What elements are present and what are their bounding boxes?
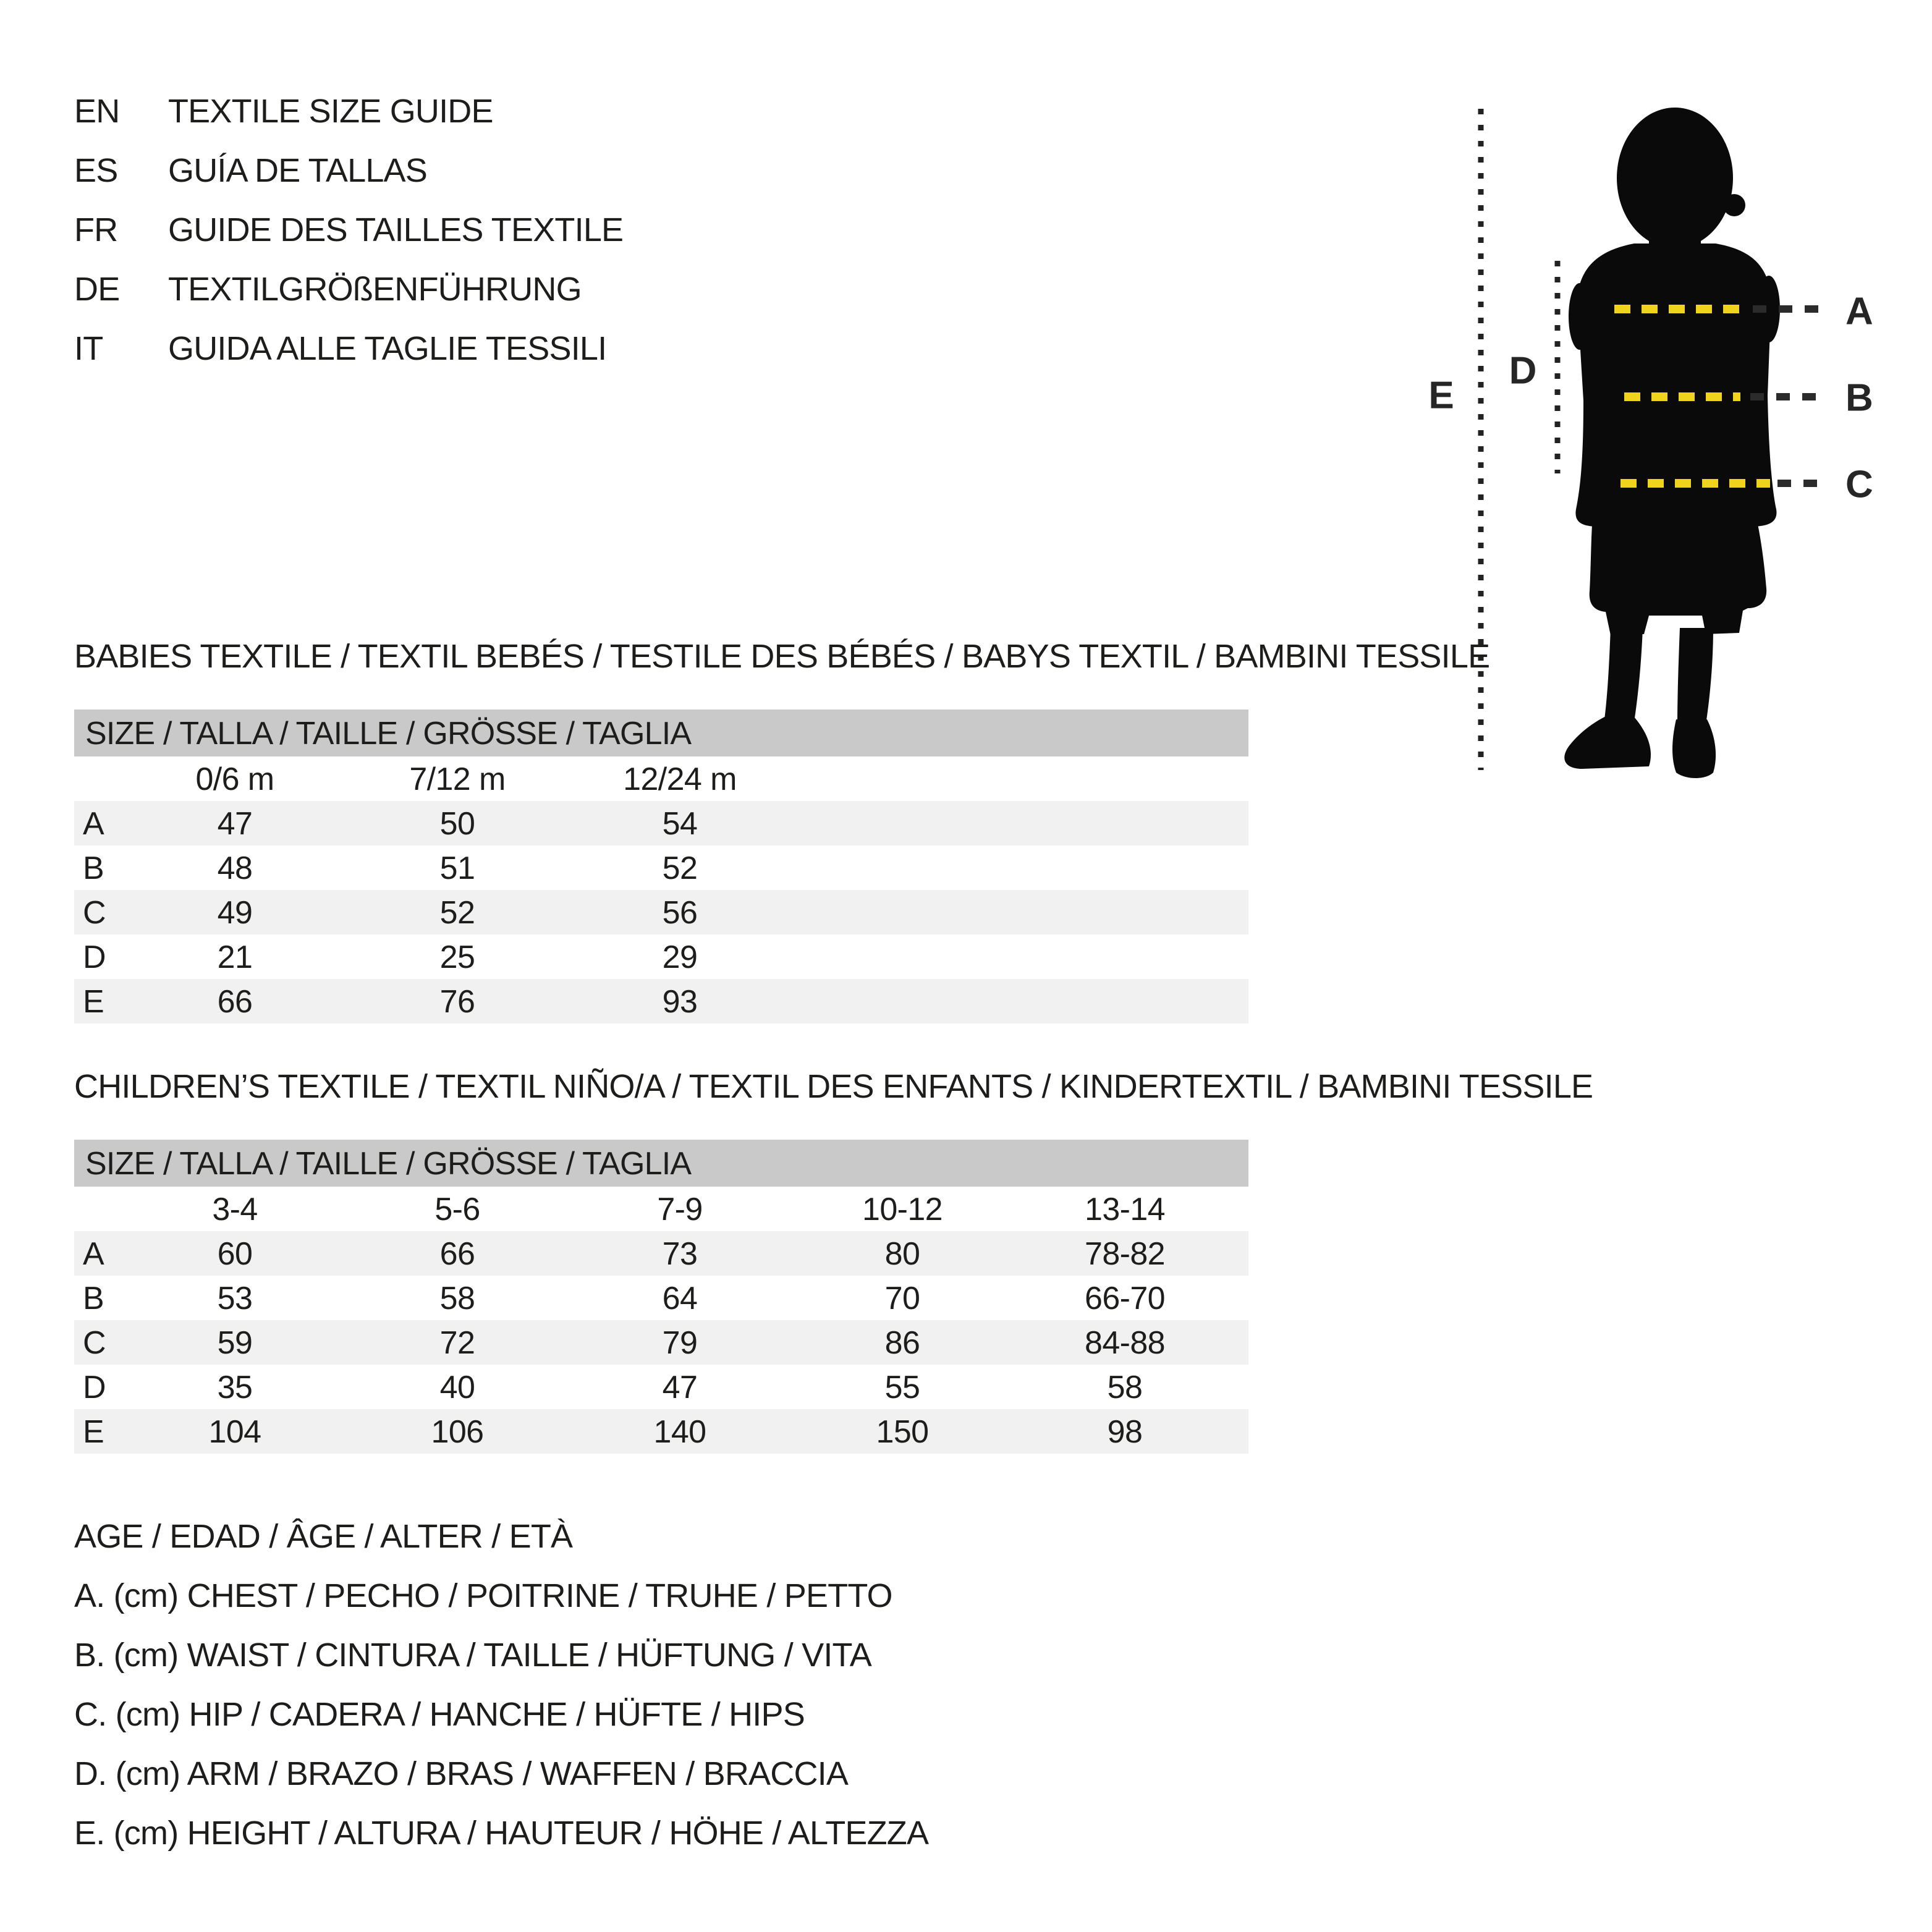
- legend-arm-line: D. (cm) ARM / BRAZO / BRAS / WAFFEN / BRACCIA: [74, 1755, 849, 1792]
- cell: 84-88: [1085, 1324, 1165, 1361]
- column-header: 10-12: [862, 1190, 943, 1227]
- empty-cell: [791, 845, 1248, 890]
- cell: 66: [439, 1235, 475, 1272]
- language-row-fr: [74, 200, 623, 260]
- cell: 52: [662, 849, 698, 886]
- cell: 56: [662, 894, 698, 931]
- measurement-legend: [74, 1507, 928, 1863]
- label-a: A: [1845, 290, 1873, 333]
- cell: 78-82: [1085, 1235, 1165, 1272]
- language-code: EN: [74, 93, 120, 130]
- cell: 29: [662, 938, 698, 975]
- cell: 48: [217, 849, 253, 886]
- column-header: 12/24 m: [623, 760, 737, 797]
- cell: 40: [439, 1368, 475, 1405]
- silhouette-ear: [1723, 194, 1745, 216]
- language-title: GUIDE DES TAILLES TEXTILE: [168, 211, 624, 248]
- row-label: C: [83, 1324, 106, 1361]
- child-measure-figure: [1394, 99, 1913, 791]
- row-label: D: [83, 1368, 106, 1405]
- babies-size-header-bar: SIZE / TALLA / TAILLE / GRÖSSE / TAGLIA: [74, 710, 1248, 756]
- cell: 60: [217, 1235, 253, 1272]
- language-code: ES: [74, 152, 118, 189]
- cell: 86: [884, 1324, 920, 1361]
- row-label: A: [83, 805, 104, 842]
- table-row: [74, 1276, 1248, 1320]
- cell: 140: [653, 1413, 706, 1450]
- children-section-heading: CHILDREN’S TEXTILE / TEXTIL NIÑO/A / TEXTIL DES ENFANTS / KINDERTEXTIL / BAMBINI TESSILE: [74, 1068, 1593, 1105]
- column-header: 7/12 m: [409, 760, 506, 797]
- legend-age-line: AGE / EDAD / ÂGE / ALTER / ETÀ: [74, 1518, 573, 1555]
- column-header: 3-4: [212, 1190, 258, 1227]
- cell: 51: [439, 849, 475, 886]
- label-e: E: [1428, 374, 1454, 417]
- empty-cell: [791, 979, 1248, 1023]
- empty-cell: [1236, 1187, 1248, 1231]
- table-row: [74, 1320, 1248, 1365]
- empty-cell: [1236, 1320, 1248, 1365]
- cell: 54: [662, 805, 698, 842]
- table-row: [74, 890, 1248, 934]
- child-silhouette: [1564, 108, 1780, 778]
- cell: 50: [439, 805, 475, 842]
- table-row: [74, 979, 1248, 1023]
- column-header: 0/6 m: [195, 760, 274, 797]
- language-code: IT: [74, 330, 103, 367]
- row-label: E: [83, 983, 104, 1020]
- cell: 76: [439, 983, 475, 1020]
- babies-section-heading: BABIES TEXTILE / TEXTIL BEBÉS / TESTILE DES BÉBÉS / BABYS TEXTIL / BAMBINI TESSILE: [74, 638, 1490, 675]
- cell: 47: [662, 1368, 698, 1405]
- label-c: C: [1845, 463, 1873, 506]
- language-row-de: [74, 260, 623, 319]
- label-b: B: [1845, 376, 1873, 420]
- silhouette-right-leg: [1677, 628, 1713, 724]
- language-code: DE: [74, 271, 120, 308]
- cell: 98: [1107, 1413, 1143, 1450]
- empty-cell: [1236, 1409, 1248, 1454]
- babies-size-table: [74, 710, 1248, 1023]
- legend-chest-line: A. (cm) CHEST / PECHO / POITRINE / TRUHE / PETTO: [74, 1577, 892, 1614]
- table-row: [74, 1365, 1248, 1409]
- column-header: 7-9: [657, 1190, 703, 1227]
- table-row: [74, 1409, 1248, 1454]
- silhouette-left-leg: [1604, 628, 1643, 722]
- silhouette-left-sleeve: [1569, 283, 1591, 350]
- cell: 49: [217, 894, 253, 931]
- cell: 150: [876, 1413, 929, 1450]
- empty-cell: [791, 801, 1248, 845]
- cell: 25: [439, 938, 475, 975]
- cell: 70: [884, 1279, 920, 1316]
- column-header: 13-14: [1085, 1190, 1165, 1227]
- legend-hip-line: C. (cm) HIP / CADERA / HANCHE / HÜFTE / HIPS: [74, 1696, 805, 1733]
- legend-waist-line: B. (cm) WAIST / CINTURA / TAILLE / HÜFTUNG / VITA: [74, 1637, 871, 1674]
- table-row: [74, 845, 1248, 890]
- row-label: B: [83, 1279, 104, 1316]
- row-label: C: [83, 894, 106, 931]
- cell: 79: [662, 1324, 698, 1361]
- empty-cell: [74, 1187, 124, 1231]
- table-row: [74, 801, 1248, 845]
- children-size-header-bar: SIZE / TALLA / TAILLE / GRÖSSE / TAGLIA: [74, 1140, 1248, 1187]
- language-title: TEXTILGRÖßENFÜHRUNG: [168, 271, 582, 308]
- cell: 80: [884, 1235, 920, 1272]
- table-row: [74, 1231, 1248, 1276]
- language-row-en: [74, 82, 623, 141]
- empty-cell: [1236, 1365, 1248, 1409]
- row-label: A: [83, 1235, 104, 1272]
- language-title: GUIDA ALLE TAGLIE TESSILI: [168, 330, 607, 367]
- cell: 106: [431, 1413, 484, 1450]
- cell: 52: [439, 894, 475, 931]
- empty-cell: [1236, 1276, 1248, 1320]
- cell: 66-70: [1085, 1279, 1165, 1316]
- cell: 93: [662, 983, 698, 1020]
- cell: 35: [217, 1368, 253, 1405]
- language-row-it: [74, 319, 623, 378]
- language-list: [74, 82, 623, 378]
- language-row-es: [74, 141, 623, 200]
- column-header: 5-6: [434, 1190, 480, 1227]
- measurement-diagram: [1394, 99, 1913, 791]
- cell: 58: [1107, 1368, 1143, 1405]
- empty-cell: [1236, 1231, 1248, 1276]
- language-title: TEXTILE SIZE GUIDE: [168, 93, 493, 130]
- cell: 64: [662, 1279, 698, 1316]
- language-title: GUÍA DE TALLAS: [168, 152, 427, 189]
- row-label: D: [83, 938, 106, 975]
- children-column-header-row: [74, 1187, 1248, 1231]
- empty-cell: [74, 756, 124, 801]
- silhouette-shorts: [1590, 524, 1766, 635]
- cell: 73: [662, 1235, 698, 1272]
- empty-cell: [791, 934, 1248, 979]
- row-label: B: [83, 849, 104, 886]
- cell: 58: [439, 1279, 475, 1316]
- children-size-table: [74, 1140, 1248, 1454]
- row-label: E: [83, 1413, 104, 1450]
- empty-cell: [791, 890, 1248, 934]
- cell: 21: [217, 938, 253, 975]
- silhouette-right-shoe: [1672, 719, 1716, 778]
- cell: 55: [884, 1368, 920, 1405]
- babies-column-header-row: [74, 756, 1248, 801]
- label-d: D: [1509, 349, 1537, 392]
- language-code: FR: [74, 211, 118, 248]
- cell: 104: [208, 1413, 261, 1450]
- cell: 47: [217, 805, 253, 842]
- cell: 59: [217, 1324, 253, 1361]
- cell: 53: [217, 1279, 253, 1316]
- empty-cell: [791, 756, 1248, 801]
- cell: 72: [439, 1324, 475, 1361]
- legend-height-line: E. (cm) HEIGHT / ALTURA / HAUTEUR / HÖHE / ALTEZZA: [74, 1815, 929, 1852]
- table-row: [74, 934, 1248, 979]
- silhouette-left-shoe: [1564, 716, 1651, 769]
- cell: 66: [217, 983, 253, 1020]
